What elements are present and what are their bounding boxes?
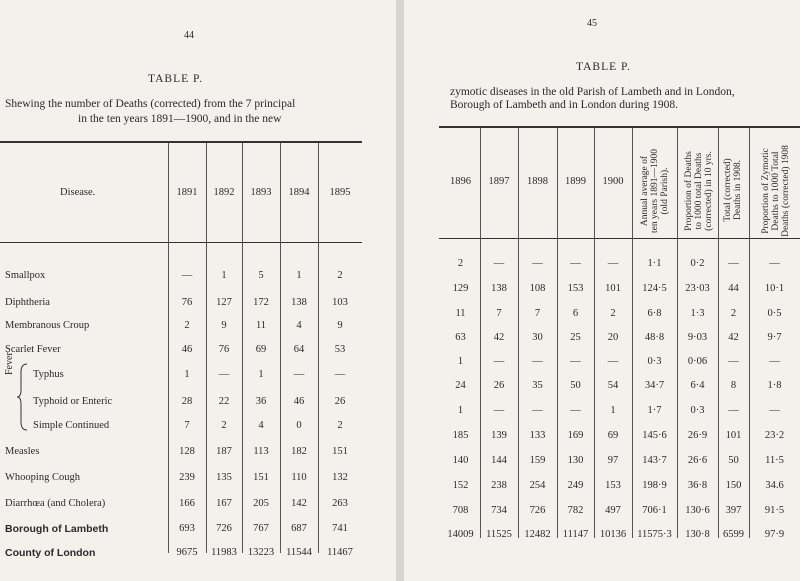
table-cell: 2 — [337, 270, 343, 281]
table-cell: 11·5 — [765, 455, 784, 466]
table-cell: 64 — [293, 344, 305, 355]
right-subtitle-2: Borough of Lambeth and in London during 1908. — [450, 99, 679, 111]
table-cell: — — [607, 356, 619, 367]
table-cell: 139 — [491, 430, 507, 441]
right-header-rule — [439, 238, 800, 239]
table-cell: 0·06 — [687, 356, 708, 367]
table-cell: 11983 — [211, 547, 237, 558]
left-table-top-rule — [0, 141, 362, 143]
table-cell: 7 — [534, 308, 541, 319]
table-cell: 726 — [529, 505, 546, 516]
table-cell: 726 — [216, 523, 232, 534]
table-cell: 14009 — [447, 529, 474, 540]
table-cell: 13223 — [247, 547, 275, 558]
table-cell: — — [728, 405, 739, 416]
table-cell: 53 — [334, 344, 346, 355]
table-cell: 108 — [529, 283, 546, 294]
table-cell: 239 — [179, 472, 195, 483]
table-cell: 36 — [255, 396, 267, 407]
table-cell: — — [607, 258, 619, 269]
table-cell: 2 — [610, 308, 616, 319]
table-cell: — — [532, 405, 543, 416]
row-label: Whooping Cough — [5, 472, 80, 483]
table-cell: 113 — [253, 446, 269, 457]
table-cell: 0·5 — [767, 308, 782, 319]
table-cell: 69 — [607, 430, 619, 441]
table-cell: — — [728, 356, 739, 367]
table-cell: 782 — [567, 505, 584, 516]
table-cell: 734 — [491, 505, 507, 516]
table-cell: 20 — [607, 332, 619, 343]
table-cell: 28 — [181, 396, 193, 407]
right-subtitle-1: zymotic diseases in the old Parish of Lambeth and in London, — [450, 86, 735, 98]
table-cell: 0 — [296, 420, 302, 431]
table-cell: 2 — [730, 308, 737, 319]
table-cell: 1·1 — [647, 258, 662, 269]
table-cell: 46 — [293, 396, 305, 407]
table-cell: 54 — [607, 380, 619, 391]
table-cell: 133 — [529, 430, 546, 441]
table-cell: 1·7 — [647, 405, 662, 416]
row-label: Membranous Croup — [5, 320, 90, 331]
table-cell: 1·3 — [690, 308, 705, 319]
table-cell: 97·9 — [764, 529, 785, 540]
table-cell: — — [293, 369, 305, 380]
table-cell: 198·9 — [642, 480, 667, 491]
table-cell: 138 — [291, 297, 307, 308]
table-cell: — — [728, 258, 739, 269]
table-cell: 6·8 — [647, 308, 662, 319]
table-cell: 2 — [221, 420, 227, 431]
table-cell: 135 — [216, 472, 232, 483]
table-cell: — — [181, 270, 193, 281]
fever-brace — [17, 362, 31, 432]
table-cell: 9·7 — [767, 332, 782, 343]
table-cell: 25 — [570, 332, 581, 343]
table-cell: 1 — [457, 405, 464, 416]
table-cell: 143·7 — [642, 455, 667, 466]
left-table-title: TABLE P. — [148, 73, 203, 85]
table-cell: 397 — [725, 505, 742, 516]
table-cell: 101 — [605, 283, 621, 294]
table-cell: 30 — [532, 332, 543, 343]
table-cell: 151 — [253, 472, 269, 483]
proportion-zymotic-1908-header: Proportion of Zymotic Deaths to 1000 Total Deaths (corrected) 1908 — [761, 145, 791, 237]
table-cell: 24 — [455, 380, 466, 391]
table-cell: 11544 — [286, 547, 312, 558]
table-cell: 76 — [218, 344, 230, 355]
left-subtitle-1: Shewing the number of Deaths (corrected) from the 7 principal — [5, 98, 296, 110]
annual-average-header: Annual average of ten years 1891—1900 (old Parish). — [640, 149, 670, 233]
table-cell: 63 — [455, 332, 466, 343]
table-cell: 11575·3 — [637, 529, 672, 540]
year-header: 1891 — [176, 187, 198, 198]
table-cell: 11467 — [327, 547, 353, 558]
table-cell: 152 — [452, 480, 469, 491]
year-header: 1896 — [450, 176, 471, 187]
table-cell: 706·1 — [642, 505, 667, 516]
table-cell: 169 — [567, 430, 584, 441]
table-cell: 150 — [725, 480, 742, 491]
table-cell: 1·8 — [767, 380, 782, 391]
table-cell: 140 — [452, 455, 469, 466]
table-cell: 42 — [728, 332, 739, 343]
table-cell: 101 — [725, 430, 742, 441]
table-cell: 44 — [728, 283, 739, 294]
table-cell: 12482 — [524, 529, 551, 540]
table-cell: 9 — [221, 320, 227, 331]
table-cell: — — [532, 356, 543, 367]
table-cell: 238 — [491, 480, 507, 491]
table-cell: 187 — [216, 446, 232, 457]
row-label: Smallpox — [5, 270, 46, 281]
table-cell: 23·03 — [685, 283, 710, 294]
table-cell: 6·4 — [690, 380, 705, 391]
table-cell: 26·6 — [687, 455, 708, 466]
row-label: Measles — [5, 446, 40, 457]
table-cell: 254 — [529, 480, 546, 491]
table-cell: 693 — [179, 523, 195, 534]
table-cell: 110 — [291, 472, 307, 483]
left-page-number: 44 — [184, 30, 194, 41]
table-cell: 76 — [181, 297, 193, 308]
table-cell: 48·8 — [644, 332, 665, 343]
table-cell: 1 — [296, 270, 302, 281]
table-cell: 167 — [216, 498, 232, 509]
row-label: Borough of Lambeth — [5, 523, 109, 535]
table-cell: — — [493, 356, 505, 367]
year-header: 1900 — [602, 176, 624, 187]
table-cell: 26·9 — [687, 430, 708, 441]
row-label: Scarlet Fever — [5, 344, 61, 355]
table-cell: — — [218, 369, 230, 380]
table-cell: 34·7 — [644, 380, 665, 391]
year-header: 1897 — [488, 176, 510, 187]
table-cell: 46 — [181, 344, 193, 355]
table-cell: 69 — [255, 344, 267, 355]
table-cell: 144 — [491, 455, 507, 466]
table-cell: 22 — [218, 396, 230, 407]
table-cell: 2 — [184, 320, 190, 331]
table-cell: — — [769, 405, 780, 416]
table-cell: 34.6 — [765, 480, 784, 491]
table-cell: 23·2 — [764, 430, 785, 441]
table-cell: 166 — [179, 498, 195, 509]
row-label: Simple Continued — [33, 420, 110, 431]
table-cell: 249 — [567, 480, 584, 491]
table-cell: 151 — [332, 446, 348, 457]
table-cell: 9675 — [176, 547, 198, 558]
table-cell: 97 — [607, 455, 619, 466]
table-cell: 708 — [452, 505, 469, 516]
proportion-ten-years-header: Proportion of Deaths to 1000 total Deaths (corrected) in 10 yrs. — [684, 151, 714, 231]
year-header: 1898 — [527, 176, 548, 187]
table-cell: 103 — [332, 297, 348, 308]
table-cell: 1 — [457, 356, 464, 367]
year-header: 1899 — [565, 176, 586, 187]
table-cell: — — [769, 356, 780, 367]
table-cell: 4 — [258, 420, 264, 431]
table-cell: 8 — [730, 380, 737, 391]
table-cell: 687 — [291, 523, 307, 534]
right-page-number: 45 — [587, 18, 597, 29]
table-cell: 36·8 — [687, 480, 708, 491]
table-cell: 11 — [255, 320, 267, 331]
table-cell: 1 — [184, 369, 190, 380]
left-subtitle-2: in the ten years 1891—1900, and in the new — [78, 113, 282, 125]
table-cell: 497 — [605, 505, 621, 516]
table-cell: 11525 — [486, 529, 512, 540]
left-header-rule — [0, 242, 362, 243]
table-cell: 767 — [253, 523, 269, 534]
table-cell: — — [570, 356, 581, 367]
table-cell: 182 — [291, 446, 307, 457]
table-cell: 10136 — [599, 529, 627, 540]
table-cell: 35 — [532, 380, 543, 391]
fever-group-label: Fever — [4, 352, 15, 375]
table-cell: 128 — [179, 446, 195, 457]
table-cell: 1 — [258, 369, 264, 380]
disease-column-header: Disease. — [60, 187, 96, 198]
table-cell: 2 — [337, 420, 343, 431]
table-cell: — — [493, 258, 505, 269]
table-cell: 142 — [291, 498, 307, 509]
table-cell: 4 — [296, 320, 302, 331]
book-gutter — [396, 0, 404, 581]
table-cell: 26 — [493, 380, 505, 391]
table-cell: 0·2 — [690, 258, 705, 269]
table-cell: 0·3 — [647, 356, 662, 367]
table-cell: 10·1 — [764, 283, 785, 294]
table-cell: 1 — [221, 270, 227, 281]
row-label: County of London — [5, 547, 96, 559]
table-cell: 7 — [496, 308, 502, 319]
table-cell: 185 — [452, 430, 469, 441]
table-cell: 741 — [332, 523, 348, 534]
table-cell: 6 — [572, 308, 579, 319]
table-cell: 263 — [332, 498, 348, 509]
table-cell: 7 — [184, 420, 190, 431]
table-cell: 172 — [253, 297, 269, 308]
table-cell: — — [570, 405, 581, 416]
table-cell: 91·5 — [764, 505, 785, 516]
table-cell: 42 — [493, 332, 505, 343]
table-cell: 159 — [529, 455, 546, 466]
table-cell: 130 — [567, 455, 584, 466]
table-cell: 127 — [216, 297, 232, 308]
row-label: Diphtheria — [5, 297, 50, 308]
table-cell: 205 — [253, 498, 269, 509]
table-cell: 138 — [491, 283, 507, 294]
table-cell: 50 — [728, 455, 739, 466]
left-page — [0, 0, 396, 581]
total-deaths-1908-header: Total (corrected) Deaths in 1908. — [723, 158, 743, 222]
right-table-top-rule — [439, 126, 800, 128]
table-cell: 50 — [570, 380, 581, 391]
table-cell: — — [769, 258, 780, 269]
table-cell: 130·8 — [685, 529, 710, 540]
table-cell: 6599 — [723, 529, 744, 540]
table-cell: 9 — [337, 320, 343, 331]
row-label: Typhus — [33, 369, 64, 380]
table-cell: 130·6 — [685, 505, 710, 516]
table-cell: 124·5 — [642, 283, 667, 294]
table-cell: 0·3 — [690, 405, 705, 416]
table-cell: — — [570, 258, 581, 269]
table-cell: 11 — [455, 308, 466, 319]
table-cell: 153 — [567, 283, 584, 294]
year-header: 1895 — [329, 187, 351, 198]
table-cell: 132 — [332, 472, 348, 483]
year-header: 1893 — [250, 187, 272, 198]
table-cell: 26 — [334, 396, 346, 407]
table-cell: — — [493, 405, 505, 416]
table-cell: 153 — [605, 480, 621, 491]
table-cell: 145·6 — [642, 430, 667, 441]
table-cell: — — [532, 258, 543, 269]
year-header: 1894 — [288, 187, 310, 198]
table-cell: — — [334, 369, 346, 380]
table-cell: 1 — [610, 405, 616, 416]
table-cell: 129 — [452, 283, 469, 294]
year-header: 1892 — [213, 187, 235, 198]
row-label: Typhoid or Enteric — [33, 396, 113, 407]
row-label: Diarrhœa (and Cholera) — [5, 498, 106, 509]
table-cell: 9·03 — [687, 332, 708, 343]
right-table-title: TABLE P. — [576, 61, 631, 73]
table-cell: 11147 — [562, 529, 589, 540]
table-cell: 5 — [258, 270, 264, 281]
table-cell: 2 — [457, 258, 464, 269]
